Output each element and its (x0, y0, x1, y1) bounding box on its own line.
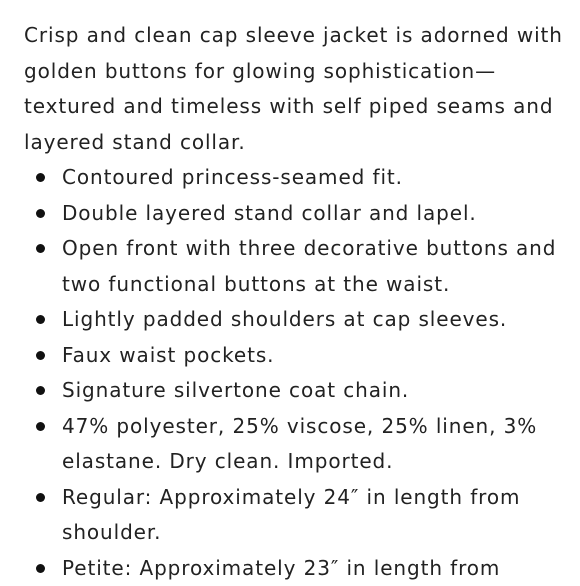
list-item-text: Signature silvertone coat chain. (62, 378, 409, 402)
bullet-icon (36, 209, 45, 218)
bullet-icon (36, 173, 45, 182)
list-item (24, 409, 564, 480)
list-item-text: Regular: Approximately 24″ in length from shoulder. (62, 485, 520, 545)
list-item (24, 551, 564, 586)
list-item-text: Lightly padded shoulders at cap sleeves. (62, 307, 507, 331)
bullet-icon (36, 386, 45, 395)
list-item-text: Double layered stand collar and lapel. (62, 201, 477, 225)
list-item-text: 47% polyester, 25% viscose, 25% linen, 3% elastane. Dry clean. Imported. (62, 414, 537, 474)
list-item (24, 231, 564, 302)
bullet-icon (36, 244, 45, 253)
description-intro: Crisp and clean cap sleeve jacket is adorned with golden buttons for glowing sophistication—textured and timeless with self piped seams and layered stand collar. (24, 18, 564, 160)
list-item-text: Open front with three decorative buttons and two functional buttons at the waist. (62, 236, 556, 296)
bullet-icon (36, 315, 45, 324)
list-item (24, 480, 564, 551)
list-item (24, 338, 564, 374)
bullet-icon (36, 351, 45, 360)
bullet-icon (36, 493, 45, 502)
list-item-text: Contoured princess-seamed fit. (62, 165, 403, 189)
list-item (24, 160, 564, 196)
feature-list (24, 160, 564, 586)
list-item-text: Petite: Approximately 23″ in length from (62, 556, 500, 580)
list-item (24, 302, 564, 338)
bullet-icon (36, 564, 45, 573)
list-item (24, 196, 564, 232)
bullet-icon (36, 422, 45, 431)
list-item-text: Faux waist pockets. (62, 343, 274, 367)
list-item (24, 373, 564, 409)
product-description (24, 18, 564, 586)
